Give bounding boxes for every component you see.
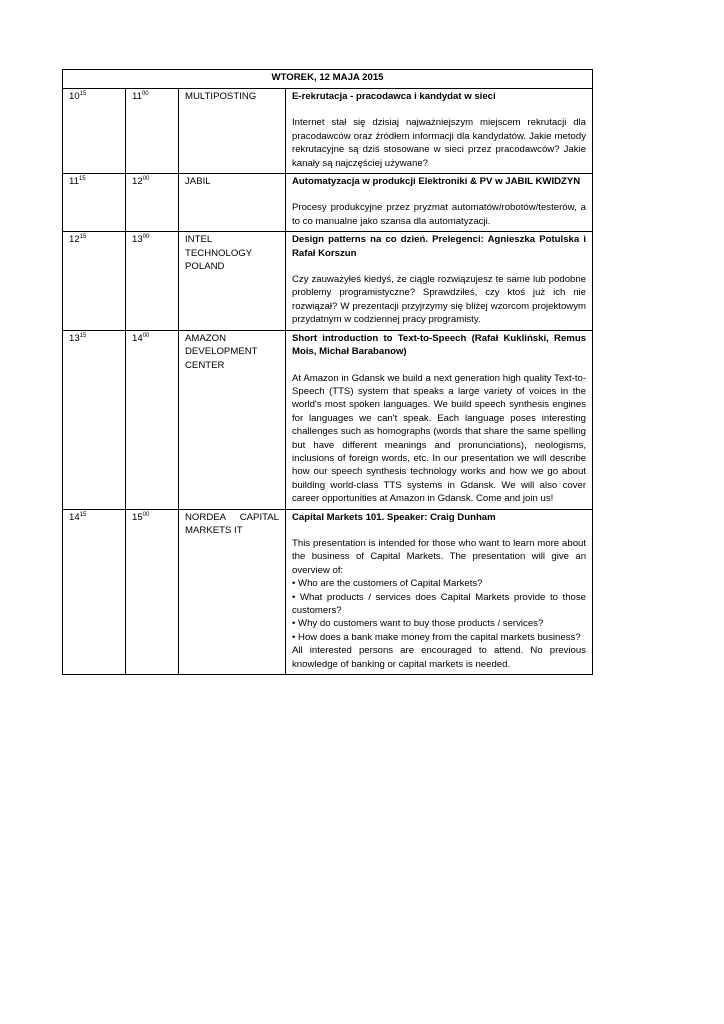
session-description: Internet stał się dzisiaj najważniejszym miejscem rekrutacji dla pracodawców oraz źródłem informacji dla kandydatów. Jakie metody rekrutacyjne są dziś stosowane w sieci przez pracodawców? Jakie kanały są najczęściej używane? [292, 117, 587, 169]
session-cell [286, 89, 593, 174]
end-time: $15^{00}$ [126, 509, 179, 674]
table-row [63, 174, 593, 232]
organization: INTEL TECHNOLOGY POLAND [179, 232, 286, 330]
organization: MULTIPOSTING [179, 89, 286, 174]
end-time: $11^{00}$ [126, 89, 179, 174]
session-cell [286, 330, 593, 509]
end-time: $12^{00}$ [126, 174, 179, 232]
bullet-item: • How does a bank make money from the capital markets business? [292, 631, 581, 643]
end-time: $13^{00}$ [126, 232, 179, 330]
table-row [63, 330, 593, 509]
bullet-item: • Why do customers want to buy those products / services? [292, 618, 544, 630]
header-row [63, 70, 593, 89]
organization-word: CAPITAL [239, 511, 279, 523]
end-time: $14^{00}$ [126, 330, 179, 509]
session-cell [286, 232, 593, 330]
session-title: E-rekrutacja - pracodawca i kandydat w sieci [292, 91, 496, 102]
session-description: Procesy produkcyjne przez pryzmat automatów/robotów/testerów, a to co manualne jako szansa dla automatyzacji. [292, 202, 587, 227]
closing-note: All interested persons are encouraged to attend. No previous knowledge of banking or capital markets is needed. [292, 645, 587, 670]
bullet-item: • What products / services does Capital Markets provide to those customers? [292, 591, 587, 616]
schedule-table [62, 69, 593, 675]
session-title: Design patterns na co dzień. Prelegenci: Agnieszka Potulska i Rafał Korszun [292, 234, 587, 259]
bullet-item: • Who are the customers of Capital Markets? [292, 578, 483, 590]
session-cell [286, 174, 593, 232]
organization-word: NORDEA [185, 511, 227, 523]
table-row [63, 509, 593, 674]
organization: JABIL [179, 174, 286, 232]
organization: AMAZON DEVELOPMENT CENTER [179, 330, 286, 509]
session-description: Czy zauważyłeś kiedyś, że ciągle rozwiązujesz te same lub podobne problemy programistyczne? Sprawdziłeś, czy ktoś już ich nie rozwiązał? W prezentacji przyjrzymy się bliżej wzorcom projektowym przydatnym w codziennej pracy programisty. [292, 274, 587, 326]
start-time: $14^{15}$ [63, 509, 126, 674]
day-header: WTOREK, 12 MAJA 2015 [63, 70, 593, 89]
session-cell [286, 509, 593, 674]
session-title: Capital Markets 101. Speaker: Craig Dunham [292, 511, 496, 523]
start-time: $13^{15}$ [63, 330, 126, 509]
organization-line [185, 511, 279, 524]
session-title: Automatyzacja w produkcji Elektroniki & PV w JABIL KWIDZYN [292, 176, 581, 188]
start-time: $11^{15}$ [63, 174, 126, 232]
session-title: Short introduction to Text-to-Speech (Rafał Kukliński, Remus Mois, Michał Barabanow) [292, 332, 587, 358]
session-description: At Amazon in Gdansk we build a next generation high quality Text-to-Speech (TTS) system that speaks a large variety of voices in the world's most spoken languages. We build speech synthesis engines for languages we can't speak. Each language poses interesting challenges such as homographs (words that share the same spelling but have different meanings and pronunciations), neologisms, inclusions of foreign words, etc. In our presentation we will describe how our speech synthesis technology works and how we go about building world-class TTS systems in Gdansk. We will also cover career opportunities at Amazon in Gdansk. Come and join us! [292, 372, 587, 505]
session-description: This presentation is intended for those who want to learn more about the business of Capital Markets. The presentation will give an overview of: [292, 537, 587, 576]
organization [179, 509, 286, 674]
organization-line: MARKETS IT [185, 524, 243, 536]
start-time: $10^{15}$ [63, 89, 126, 174]
table-row [63, 232, 593, 330]
start-time: $12^{15}$ [63, 232, 126, 330]
table-row [63, 89, 593, 174]
